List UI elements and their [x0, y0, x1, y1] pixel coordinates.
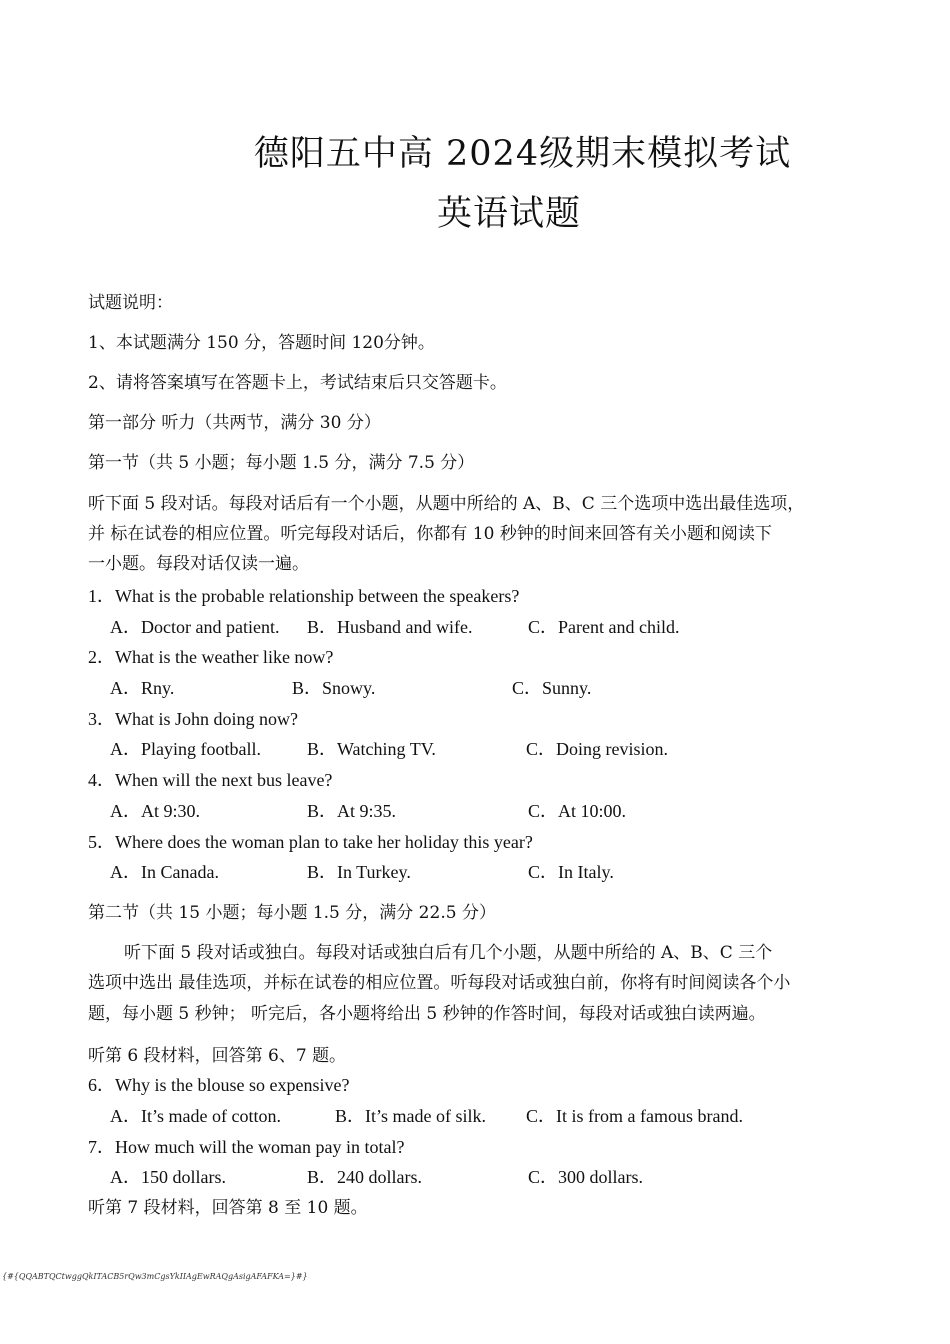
- option-c: C．Parent and child.: [528, 617, 680, 637]
- question-stem: 6．Why is the blouse so expensive?: [88, 1075, 350, 1095]
- section1-title: 第一节（共 5 小题；每小题 1.5 分，满分 7.5 分）: [88, 453, 475, 473]
- option-a: A．It’s made of cotton.: [110, 1106, 281, 1126]
- option-b: B．It’s made of silk.: [335, 1106, 486, 1126]
- question-stem: 3．What is John doing now?: [88, 709, 298, 729]
- option-a: A．Doctor and patient.: [110, 617, 280, 637]
- option-a: A．Rny.: [110, 678, 175, 698]
- footer-code: {#{QQABTQCtwggQkITACB5rQw3mCgsYkIIAgEwRAQgAsigAFAFKA=}#}: [2, 1272, 308, 1281]
- material-6-label: 听第 6 段材料，回答第 6、7 题。: [88, 1046, 347, 1066]
- section1-intro-line-1: 听下面 5 段对话。每段对话后有一个小题，从题中所给的 A、B、C 三个选项中选出最佳选项，: [88, 494, 805, 514]
- option-a: A．150 dollars.: [110, 1167, 226, 1187]
- option-b: B．Snowy.: [292, 678, 376, 698]
- option-c: C．300 dollars.: [528, 1167, 643, 1187]
- instruction-item-2: 2、请将答案填写在答题卡上，考试结束后只交答题卡。: [88, 373, 507, 393]
- option-b: B．240 dollars.: [307, 1167, 422, 1187]
- question-stem: 2．What is the weather like now?: [88, 647, 334, 667]
- option-b: B．At 9:35.: [307, 801, 397, 821]
- instruction-item-1: 1、本试题满分 150 分，答题时间 120分钟。: [88, 333, 435, 353]
- option-b: B．In Turkey.: [307, 862, 411, 882]
- option-b: B．Husband and wife.: [307, 617, 473, 637]
- question-stem: 5．Where does the woman plan to take her holiday this year?: [88, 832, 533, 852]
- section1-intro-line-2: 并 标在试卷的相应位置。听完每段对话后，你都有 10 秒钟的时间来回答有关小题和阅读下: [88, 524, 772, 544]
- exam-subtitle: 英语试题: [436, 194, 581, 234]
- section2-title: 第二节（共 15 小题；每小题 1.5 分，满分 22.5 分）: [88, 903, 496, 923]
- option-c: C．In Italy.: [528, 862, 614, 882]
- part1-title: 第一部分 听力（共两节，满分 30 分）: [88, 413, 381, 433]
- question-stem: 1．What is the probable relationship between the speakers?: [88, 586, 520, 606]
- section1-intro-line-3: 一小题。每段对话仅读一遍。: [88, 554, 309, 574]
- question-stem: 4．When will the next bus leave?: [88, 770, 333, 790]
- option-c: C．Sunny.: [512, 678, 592, 698]
- section2-intro-line-1: 听下面 5 段对话或独白。每段对话或独白后有几个小题，从题中所给的 A、B、C 三个: [124, 943, 773, 963]
- question-stem: 7．How much will the woman pay in total?: [88, 1137, 405, 1157]
- exam-title: 德阳五中高 2024级期末模拟考试: [253, 134, 792, 174]
- instructions-heading: 试题说明：: [88, 293, 173, 313]
- option-a: A．In Canada.: [110, 862, 219, 882]
- option-c: C．At 10:00.: [528, 801, 627, 821]
- option-c: C．Doing revision.: [526, 739, 668, 759]
- material-7-label: 听第 7 段材料，回答第 8 至 10 题。: [88, 1198, 368, 1218]
- option-a: A．At 9:30.: [110, 801, 200, 821]
- option-c: C．It is from a famous brand.: [526, 1106, 743, 1126]
- section2-intro-line-3: 题，每小题 5 秒钟； 听完后，各小题将给出 5 秒钟的作答时间，每段对话或独白读两遍。: [88, 1004, 766, 1024]
- section2-intro-line-2: 选项中选出 最佳选项，并标在试卷的相应位置。听每段对话或独白前，你将有时间阅读各个小: [88, 973, 791, 993]
- option-a: A．Playing football.: [110, 739, 261, 759]
- option-b: B．Watching TV.: [307, 739, 436, 759]
